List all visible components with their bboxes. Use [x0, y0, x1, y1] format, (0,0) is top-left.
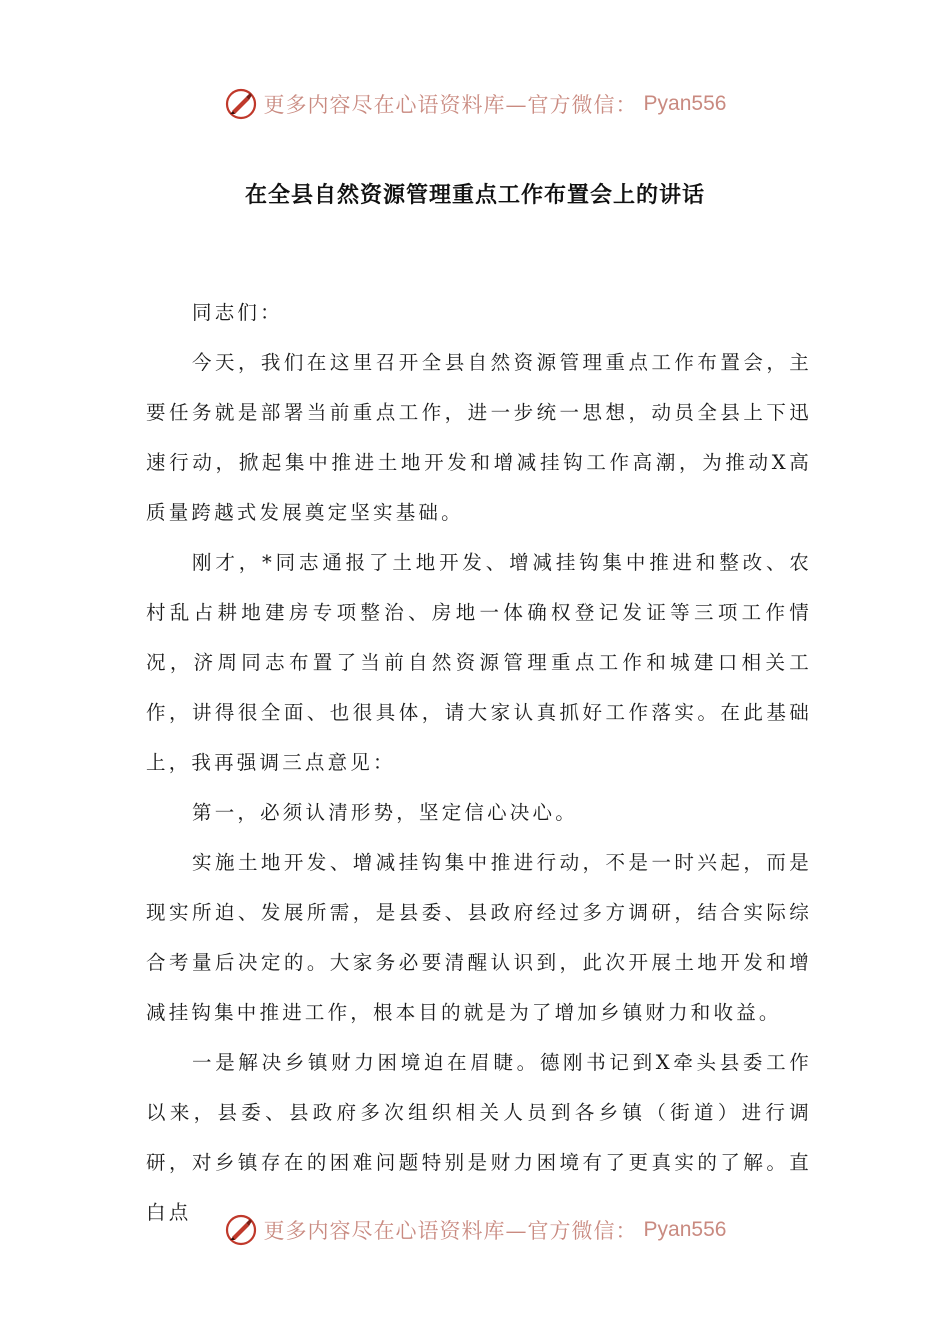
pen-logo-icon	[224, 1213, 258, 1247]
footer-watermark	[0, 1208, 950, 1252]
watermark-text: 更多内容尽在心语资料库—官方微信：	[263, 1219, 638, 1243]
paragraph: 实施土地开发、增减挂钩集中推进行动，不是一时兴起，而是现实所迫、发展所需，是县委、县政府经过多方调研，结合实际综合考量后决定的。大家务必要清醒认识到，此次开展土地开发和增减挂钩集中推进工作，根本目的就是为了增加乡镇财力和收益。	[146, 851, 812, 1024]
section-heading: 第一，必须认清形势，坚定信心决心。	[192, 801, 578, 824]
document-title: 在全县自然资源管理重点工作布置会上的讲话	[244, 183, 705, 208]
watermark-wechat-id: Pyan556	[643, 1218, 727, 1241]
paragraph: 今天，我们在这里召开全县自然资源管理重点工作布置会，主要任务就是部署当前重点工作，进一步统一思想，动员全县上下迅速行动，掀起集中推进土地开发和增减挂钩工作高潮，为推动X高质量跨越式发展奠定坚实基础。	[146, 351, 812, 524]
paragraph: 刚才，*同志通报了土地开发、增减挂钩集中推进和整改、农村乱占耕地建房专项整治、房地一体确权登记发证等三项工作情况，济周同志布置了当前自然资源管理重点工作和城建口相关工作，讲得很全面、也很具体，请大家认真抓好工作落实。在此基础上，我再强调三点意见：	[146, 551, 812, 774]
document-body	[146, 288, 812, 1238]
header-watermark	[0, 82, 950, 126]
watermark-text: 更多内容尽在心语资料库—官方微信：	[263, 93, 638, 117]
watermark-wechat-id: Pyan556	[643, 92, 727, 115]
paragraph: 一是解决乡镇财力困境迫在眉睫。德刚书记到X牵头县委工作以来，县委、县政府多次组织相关人员到各乡镇（街道）进行调研，对乡镇存在的困难问题特别是财力困境有了更真实的了解。直白点	[146, 1051, 812, 1224]
salutation: 同志们：	[192, 301, 283, 324]
pen-logo-icon	[224, 87, 258, 121]
